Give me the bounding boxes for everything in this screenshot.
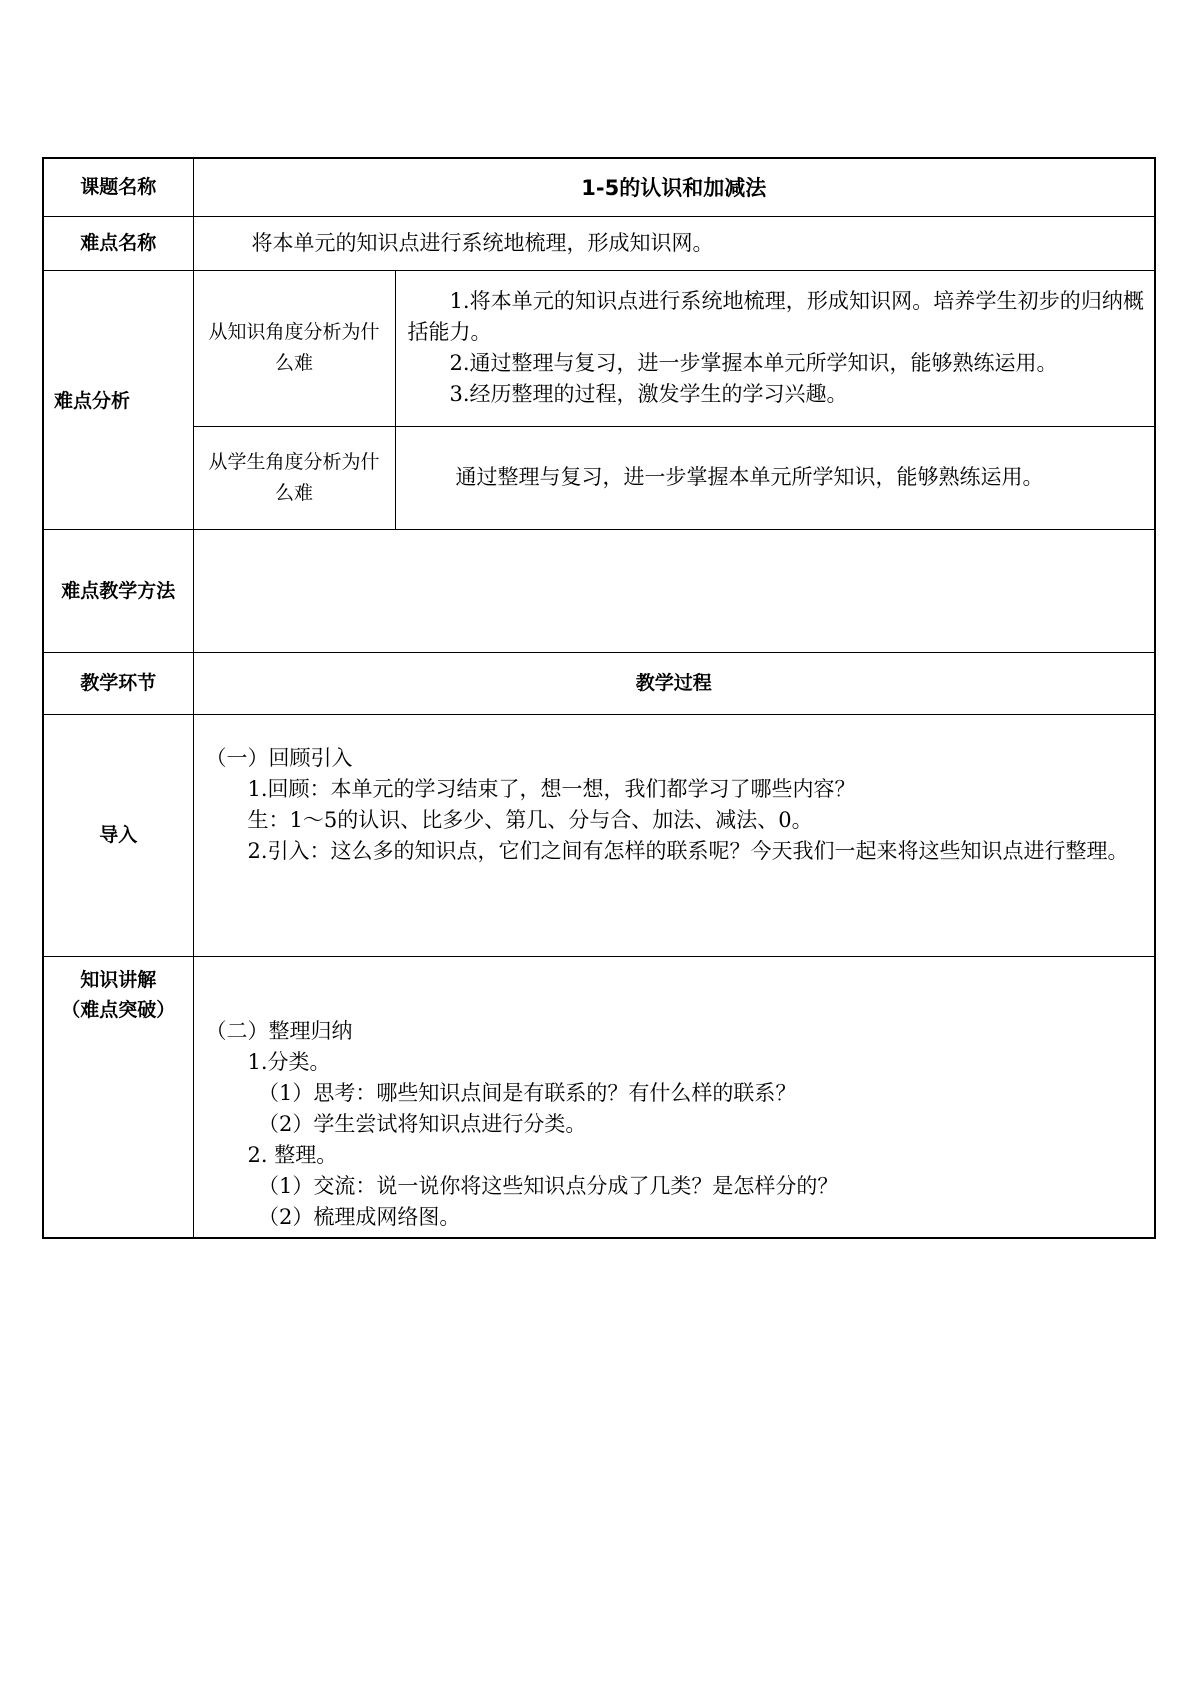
student-angle-label: 从学生角度分析为什么难 bbox=[193, 426, 395, 529]
method-value bbox=[193, 529, 1155, 652]
intro-line: 1.回顾：本单元的学习结束了，想一想，我们都学习了哪些内容？ bbox=[247, 776, 856, 801]
knowledge-angle-label: 从知识角度分析为什么难 bbox=[193, 270, 395, 426]
explanation-step: 2. 整理。 bbox=[247, 1143, 338, 1167]
explanation-step-item: （1）交流：说一说你将这些知识点分成了几类？是怎样分的？ bbox=[258, 1174, 839, 1198]
explanation-content bbox=[193, 956, 1155, 1238]
process-label: 教学过程 bbox=[193, 652, 1155, 714]
intro-heading: （一）回顾引入 bbox=[205, 745, 353, 770]
intro-line: 2.引入：这么多的知识点，它们之间有怎样的联系呢？今天我们一起来将这些知识点进行整理。 bbox=[247, 838, 1129, 863]
knowledge-item: 1.将本单元的知识点进行系统地梳理，形成知识网。培养学生初步的归纳概括能力。 bbox=[407, 289, 1145, 344]
explanation-heading: （二）整理归纳 bbox=[205, 1019, 353, 1043]
difficulty-name-label: 难点名称 bbox=[43, 216, 193, 270]
explanation-label bbox=[43, 956, 193, 1238]
stage-label: 教学环节 bbox=[43, 652, 193, 714]
knowledge-analysis-row bbox=[43, 270, 1155, 426]
topic-value: 1-5的认识和加减法 bbox=[193, 158, 1155, 216]
knowledge-angle-content bbox=[395, 270, 1155, 426]
section-header-row bbox=[43, 652, 1155, 714]
method-label: 难点教学方法 bbox=[43, 529, 193, 652]
intro-line: 生：1～5的认识、比多少、第几、分与合、加法、减法、0。 bbox=[247, 807, 813, 832]
knowledge-item: 2.通过整理与复习，进一步掌握本单元所学知识，能够熟练运用。 bbox=[449, 351, 1058, 375]
explanation-step: 1.分类。 bbox=[247, 1050, 331, 1074]
topic-row bbox=[43, 158, 1155, 216]
intro-row bbox=[43, 714, 1155, 956]
difficulty-name-row bbox=[43, 216, 1155, 270]
lesson-plan-table bbox=[42, 157, 1156, 1239]
explanation-step-item: （1）思考：哪些知识点间是有联系的？有什么样的联系？ bbox=[258, 1081, 797, 1105]
intro-label: 导入 bbox=[43, 714, 193, 956]
explanation-step-item: （2）梳理成网络图。 bbox=[258, 1205, 461, 1229]
difficulty-name-value: 将本单元的知识点进行系统地梳理，形成知识网。 bbox=[193, 216, 1155, 270]
intro-content bbox=[193, 714, 1155, 956]
explanation-label-line2: （难点突破） bbox=[61, 998, 176, 1021]
explanation-row bbox=[43, 956, 1155, 1238]
knowledge-item: 3.经历整理的过程，激发学生的学习兴趣。 bbox=[449, 382, 848, 406]
student-analysis-row bbox=[43, 426, 1155, 529]
topic-label: 课题名称 bbox=[43, 158, 193, 216]
explanation-label-line1: 知识讲解 bbox=[80, 968, 157, 991]
student-angle-content: 通过整理与复习，进一步掌握本单元所学知识，能够熟练运用。 bbox=[395, 426, 1155, 529]
explanation-step-item: （2）学生尝试将知识点进行分类。 bbox=[258, 1112, 587, 1136]
method-row bbox=[43, 529, 1155, 652]
difficulty-analysis-label: 难点分析 bbox=[43, 270, 193, 529]
